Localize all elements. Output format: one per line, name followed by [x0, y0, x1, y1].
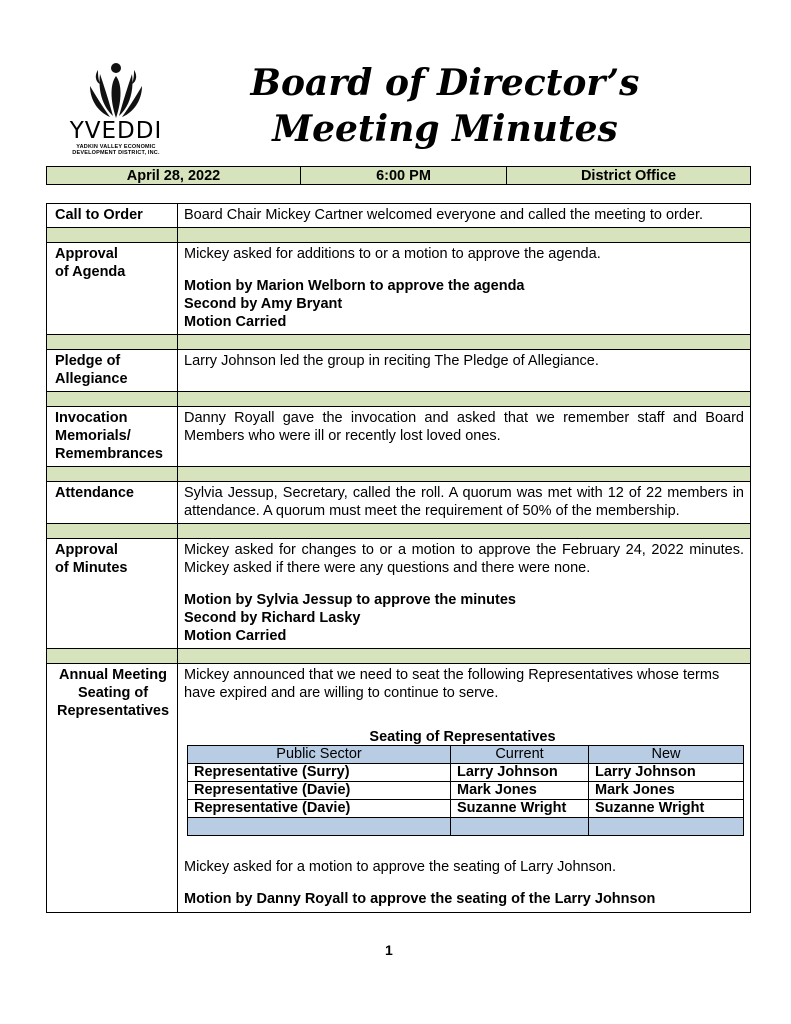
section-label	[47, 664, 178, 913]
organization-logo	[52, 62, 180, 156]
motion-result: Motion Carried	[184, 314, 287, 330]
section-call-to-order	[47, 204, 751, 228]
section-separator	[47, 524, 751, 539]
representatives-table-caption: Seating of Representatives	[369, 729, 556, 745]
section-body	[178, 664, 751, 913]
meeting-location: District Office	[507, 167, 751, 185]
table-row-empty	[188, 818, 744, 836]
label-line: Approval	[55, 246, 118, 262]
label-line: Pledge of	[55, 353, 121, 369]
section-label	[47, 350, 178, 392]
section-label: Call to Order	[47, 204, 178, 228]
section-pledge	[47, 350, 751, 392]
column-header: New	[589, 746, 744, 764]
section-body	[178, 539, 751, 649]
section-separator	[47, 335, 751, 350]
section-text: Larry Johnson led the group in reciting The Pledge of Allegiance.	[178, 350, 751, 392]
section-separator	[47, 228, 751, 243]
motion-result: Motion Carried	[184, 628, 287, 644]
section-text: Mickey asked for changes to or a motion to approve the February 24, 2022 minutes. Mickey asked if there were any questions and there were none.	[184, 542, 744, 576]
table-cell: Representative (Surry)	[188, 764, 451, 782]
section-invocation	[47, 407, 751, 467]
column-header: Public Sector	[188, 746, 451, 764]
motion-text: Motion by Marion Welborn to approve the agenda	[184, 278, 525, 294]
second-text: Second by Amy Bryant	[184, 296, 343, 312]
table-cell: Mark Jones	[589, 782, 744, 800]
section-label	[47, 539, 178, 649]
label-line: Invocation	[55, 410, 128, 426]
minutes-table	[46, 203, 751, 913]
section-approval-minutes	[47, 539, 751, 649]
section-label	[47, 243, 178, 335]
label-line: Remembrances	[55, 446, 163, 462]
column-header: Current	[451, 746, 589, 764]
section-text: Danny Royall gave the invocation and asked that we remember staff and Board Members who were ill or recently lost loved ones.	[178, 407, 751, 467]
yveddi-flame-icon	[86, 62, 146, 120]
label-line: Representatives	[56, 703, 170, 719]
label-line: Approval	[55, 542, 118, 558]
page-number: 1	[385, 942, 393, 958]
section-attendance	[47, 482, 751, 524]
representatives-table	[187, 745, 744, 836]
meeting-date: April 28, 2022	[47, 167, 301, 185]
meeting-info-bar	[46, 166, 751, 185]
section-approval-agenda	[47, 243, 751, 335]
section-text-2: Mickey asked for a motion to approve the seating of Larry Johnson.	[184, 859, 617, 875]
table-row	[188, 782, 744, 800]
motion-text: Motion by Danny Royall to approve the seating of the Larry Johnson	[184, 891, 656, 907]
section-text: Sylvia Jessup, Secretary, called the roll. A quorum was met with 12 of 22 members in attendance. A quorum must meet the requirement of 50% of the membership.	[178, 482, 751, 524]
second-text: Second by Richard Lasky	[184, 610, 361, 626]
table-cell: Larry Johnson	[589, 764, 744, 782]
section-annual-meeting	[47, 664, 751, 913]
document-title	[210, 60, 680, 152]
label-line: Memorials/	[55, 428, 131, 444]
table-cell: Representative (Davie)	[188, 782, 451, 800]
table-cell: Mark Jones	[451, 782, 589, 800]
table-row	[188, 800, 744, 818]
logo-wordmark: YVEDDI	[69, 118, 163, 144]
table-cell: Suzanne Wright	[589, 800, 744, 818]
section-label: Attendance	[47, 482, 178, 524]
section-separator	[47, 467, 751, 482]
section-text: Mickey announced that we need to seat the following Representatives whose terms have expired and are willing to continue to serve.	[184, 667, 720, 701]
section-text: Mickey asked for additions to or a motion to approve the agenda.	[184, 246, 601, 262]
title-line-2: Meeting Minutes	[272, 108, 618, 150]
label-line: Annual Meeting	[59, 667, 167, 683]
representatives-header-row	[188, 746, 744, 764]
logo-subtitle-2: DEVELOPMENT DISTRICT, INC.	[72, 150, 160, 156]
label-line: Seating of	[77, 685, 149, 701]
section-body	[178, 243, 751, 335]
section-label	[47, 407, 178, 467]
motion-text: Motion by Sylvia Jessup to approve the minutes	[184, 592, 516, 608]
meeting-time: 6:00 PM	[301, 167, 507, 185]
section-separator	[47, 649, 751, 664]
table-cell: Suzanne Wright	[451, 800, 589, 818]
title-line-1: Board of Director’s	[250, 62, 640, 104]
table-cell: Larry Johnson	[451, 764, 589, 782]
label-line: of Minutes	[55, 560, 128, 576]
section-text: Board Chair Mickey Cartner welcomed everyone and called the meeting to order.	[178, 204, 751, 228]
logo-subtitle-1: YADKIN VALLEY ECONOMIC	[76, 144, 156, 150]
section-separator	[47, 392, 751, 407]
label-line: Allegiance	[55, 371, 128, 387]
table-cell: Representative (Davie)	[188, 800, 451, 818]
table-row	[188, 764, 744, 782]
label-line: of Agenda	[55, 264, 126, 280]
